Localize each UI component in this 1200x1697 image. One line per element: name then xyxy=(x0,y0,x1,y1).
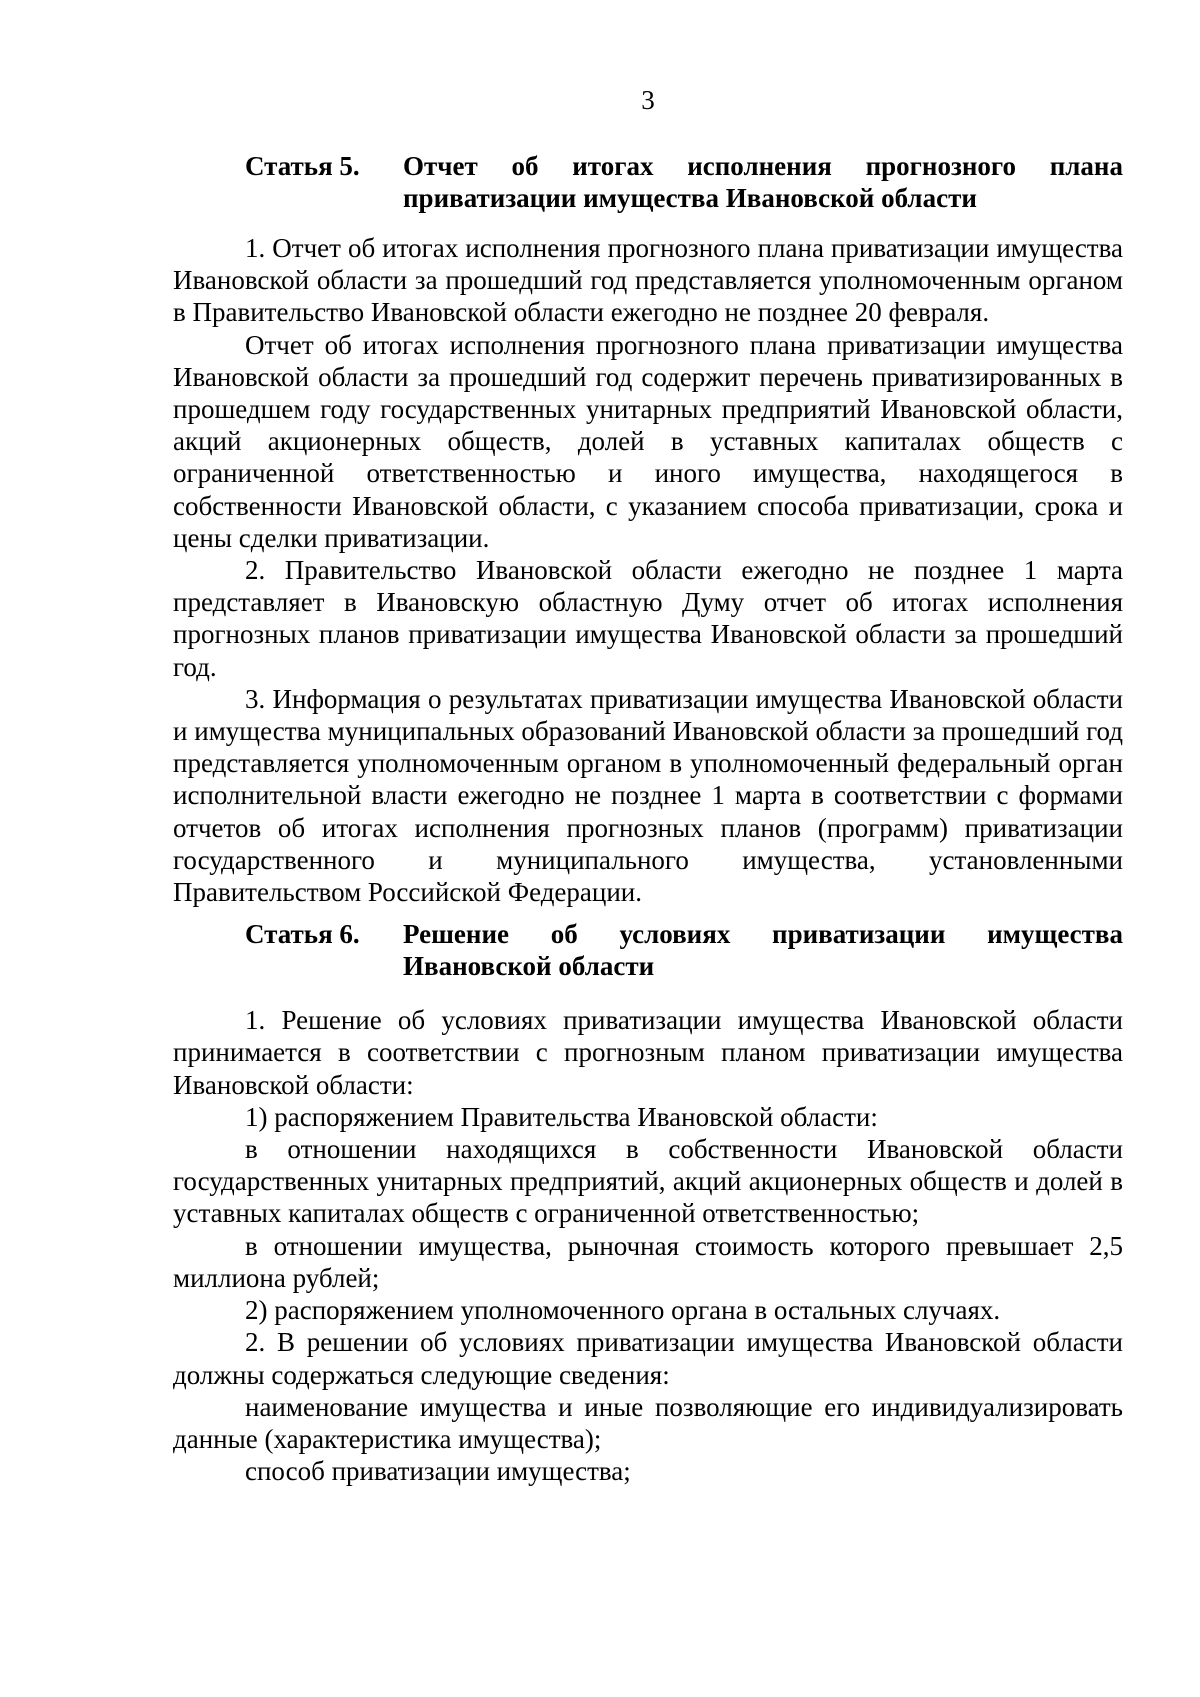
article-6-paragraph: в отношении находящихся в собственности Ивановской области государственных унитарных предприятий, акций акционерных обществ и долей в уставных капиталах обществ с ограниченной ответственностью; xyxy=(173,1134,1123,1229)
article-5-paragraph: 3. Информация о результатах приватизации имущества Ивановской области и имущества муниципальных образований Ивановской области за прошедший год представляется уполномоченным органом в уполномоченный федеральный орган исполнительной власти ежегодно не позднее 1 марта в соответствии с формами отчетов об итогах исполнения прогнозных планов (программ) приватизации государственного и муниципального имущества, установленными Правительством Российской Федерации. xyxy=(173,683,1123,908)
page-number: 3 xyxy=(641,85,655,115)
article-6-paragraph: 2) распоряжением уполномоченного органа в остальных случаях. xyxy=(245,1295,1001,1326)
article-6-paragraph: 1) распоряжением Правительства Ивановской области: xyxy=(245,1101,878,1132)
article-5-heading xyxy=(173,150,1123,214)
article-6-body xyxy=(173,1004,1123,1487)
article-5-number: Статья 5. xyxy=(245,151,360,181)
article-6-paragraph: в отношении имущества, рыночная стоимость которого превышает 2,5 миллиона рублей; xyxy=(173,1230,1123,1293)
article-6-number: Статья 6. xyxy=(245,919,360,950)
article-6-title: Решение об условиях приватизации имущества Ивановской области xyxy=(403,919,1123,982)
article-6-heading xyxy=(173,918,1123,982)
article-6-paragraph: наименование имущества и иные позволяющие его индивидуализировать данные (характеристика имущества); xyxy=(173,1391,1123,1454)
article-6-paragraph: 2. В решении об условиях приватизации имущества Ивановской области должны содержаться следующие сведения: xyxy=(173,1327,1123,1390)
article-6-paragraph: 1. Решение об условиях приватизации имущества Ивановской области принимается в соответствии с прогнозным планом приватизации имущества Ивановской области: xyxy=(173,1005,1123,1100)
article-5-body xyxy=(173,232,1123,908)
document-body xyxy=(173,150,1123,1487)
article-5-paragraph: 1. Отчет об итогах исполнения прогнозного плана приватизации имущества Ивановской области за прошедший год представляется уполномоченным органом в Правительство Ивановской области ежегодно не позднее 20 февраля. xyxy=(173,233,1123,328)
article-5-paragraph: 2. Правительство Ивановской области ежегодно не позднее 1 марта представляет в Ивановскую областную Думу отчет об итогах исполнения прогнозных планов приватизации имущества Ивановской области за прошедший год. xyxy=(173,555,1123,682)
article-5-paragraph: Отчет об итогах исполнения прогнозного плана приватизации имущества Ивановской области за прошедший год содержит перечень приватизированных в прошедшем году государственных унитарных предприятий Ивановской области, акций акционерных обществ, долей в уставных капиталах обществ с ограниченной ответственностью и иного имущества, находящегося в собственности Ивановской области, с указанием способа приватизации, срока и цены сделки приватизации. xyxy=(173,329,1123,553)
article-6-paragraph: способ приватизации имущества; xyxy=(245,1456,631,1487)
article-5-title: Отчет об итогах исполнения прогнозного плана приватизации имущества Ивановской области xyxy=(403,151,1123,213)
